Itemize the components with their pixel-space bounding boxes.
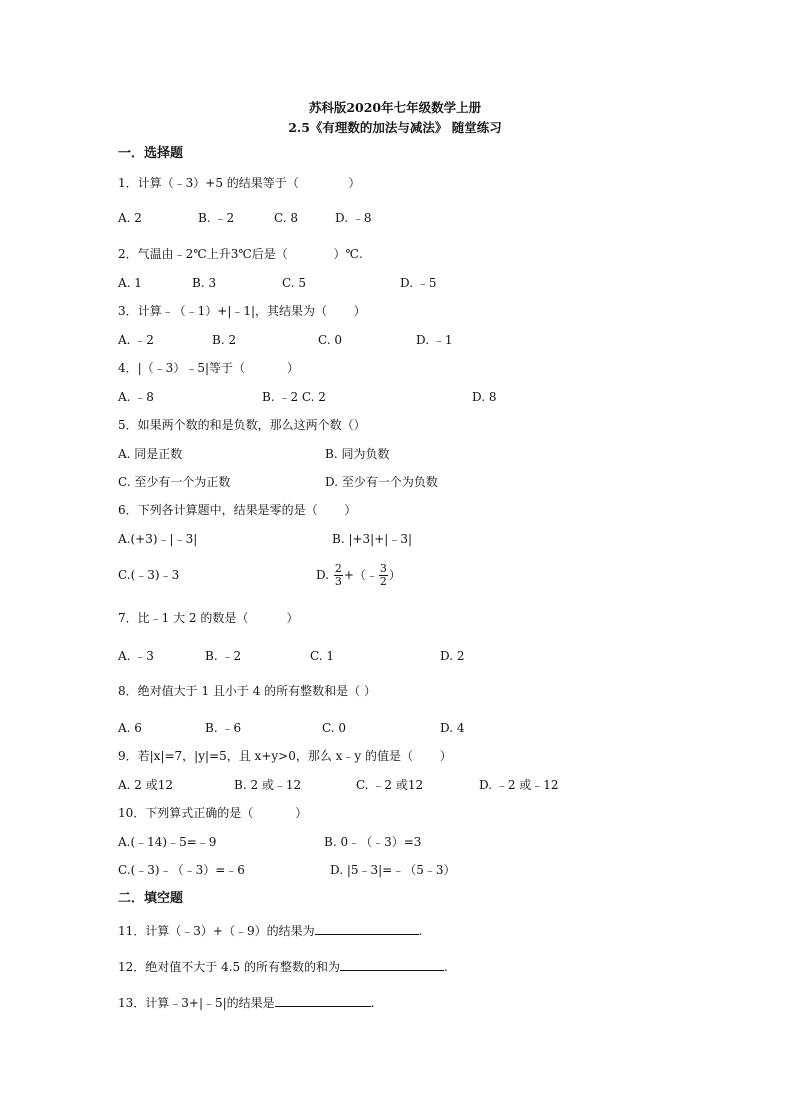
q3-option-a: A. ﹣2 bbox=[118, 333, 154, 347]
q6-option-b: B. |+3|+|﹣3| bbox=[332, 532, 412, 546]
q9-option-b: B. 2 或﹣12 bbox=[234, 778, 302, 792]
q13-text: 13．计算﹣3+|﹣5|的结果是 bbox=[118, 996, 275, 1010]
q11-text: 11．计算（﹣3）+（﹣9）的结果为 bbox=[118, 924, 315, 938]
q3-option-d: D. ﹣1 bbox=[416, 333, 453, 347]
answer-blank[interactable] bbox=[315, 922, 419, 935]
q1-option-c: C. 8 bbox=[274, 211, 299, 225]
q12-text: 12．绝对值不大于 4.5 的所有整数的和为 bbox=[118, 960, 340, 974]
q5-option-d: D. 至少有一个为负数 bbox=[325, 475, 438, 489]
q9-option-c: C. ﹣2 或12 bbox=[356, 778, 424, 792]
question-1: 1．计算（﹣3）+5 的结果等于（ ） bbox=[118, 176, 361, 190]
q6-option-a: A.(+3)﹣|﹣3| bbox=[118, 532, 198, 546]
question-6: 6．下列各计算题中，结果是零的是（ ） bbox=[118, 503, 357, 517]
q6-option-d-label: D. bbox=[316, 568, 330, 582]
q5-option-c: C. 至少有一个为正数 bbox=[118, 475, 231, 489]
fraction-3-2 bbox=[379, 563, 388, 588]
q3-option-c: C. 0 bbox=[318, 333, 343, 347]
q5-option-b: B. 同为负数 bbox=[325, 447, 390, 461]
q6-option-c: C.(﹣3)﹣3 bbox=[118, 568, 180, 582]
q8-option-a: A. 6 bbox=[118, 721, 142, 735]
q7-option-a: A. ﹣3 bbox=[118, 649, 154, 663]
q2-option-a: A. 1 bbox=[118, 276, 142, 290]
question-5: 5．如果两个数的和是负数，那么这两个数（） bbox=[118, 418, 366, 432]
answer-blank[interactable] bbox=[340, 958, 444, 971]
fraction-denominator: 3 bbox=[334, 575, 342, 588]
question-8: 8．绝对值大于 1 且小于 4 的所有整数和是（ ） bbox=[118, 684, 376, 698]
question-4: 4．|（﹣3）﹣5|等于（ ） bbox=[118, 361, 299, 375]
question-7: 7．比﹣1 大 2 的数是（ ） bbox=[118, 611, 299, 625]
q8-option-c: C. 0 bbox=[322, 721, 347, 735]
q6-option-d-close: ） bbox=[388, 568, 401, 582]
answer-blank[interactable] bbox=[275, 994, 371, 1007]
section-heading-choice: 一．选择题 bbox=[118, 146, 184, 161]
q10-option-d: D. |5﹣3|=﹣（5﹣3） bbox=[330, 863, 456, 877]
q2-option-b: B. 3 bbox=[192, 276, 217, 290]
q4-option-a: A. ﹣8 bbox=[118, 390, 154, 404]
q7-option-d: D. 2 bbox=[440, 649, 465, 663]
q8-option-d: D. 4 bbox=[440, 721, 465, 735]
q10-option-c: C.(﹣3)﹣（﹣3）=﹣6 bbox=[118, 863, 245, 877]
doc-title-line2: 2.5《有理数的加法与减法》 随堂练习 bbox=[288, 120, 502, 135]
q4-option-d: D. 8 bbox=[472, 390, 497, 404]
q4-option-bc: B. ﹣2 C. 2 bbox=[262, 390, 326, 404]
q3-option-b: B. 2 bbox=[212, 333, 237, 347]
q13-end: . bbox=[370, 996, 375, 1010]
question-12 bbox=[118, 958, 448, 975]
question-3: 3．计算﹣（﹣1）+|﹣1|，其结果为（ ） bbox=[118, 304, 366, 318]
q11-end: . bbox=[418, 924, 423, 938]
q1-option-b: B. ﹣2 bbox=[198, 211, 235, 225]
section-heading-fill: 二．填空题 bbox=[118, 891, 184, 906]
q10-option-b: B. 0﹣（﹣3）=3 bbox=[324, 835, 422, 849]
q1-option-a: A. 2 bbox=[118, 211, 142, 225]
q6-option-d bbox=[316, 558, 401, 592]
q10-option-a: A.(﹣14)﹣5=﹣9 bbox=[118, 835, 217, 849]
fraction-denominator: 2 bbox=[379, 575, 387, 588]
q9-option-d: D. ﹣2 或﹣12 bbox=[479, 778, 559, 792]
q12-end: . bbox=[443, 960, 448, 974]
question-2: 2．气温由﹣2℃上升3℃后是（ ）℃. bbox=[118, 247, 363, 261]
q6-option-d-operator: +（﹣ bbox=[343, 568, 378, 582]
q7-option-c: C. 1 bbox=[310, 649, 335, 663]
doc-title-line1: 苏科版2020年七年级数学上册 bbox=[308, 100, 482, 115]
q9-option-a: A. 2 或12 bbox=[118, 778, 174, 792]
q2-option-d: D. ﹣5 bbox=[400, 276, 437, 290]
q5-option-a: A. 同是正数 bbox=[118, 447, 183, 461]
fraction-numerator: 2 bbox=[334, 562, 342, 575]
q2-option-c: C. 5 bbox=[282, 276, 307, 290]
fraction-2-3 bbox=[334, 563, 343, 588]
question-13 bbox=[118, 994, 375, 1011]
fraction-numerator: 3 bbox=[379, 562, 387, 575]
q8-option-b: B. ﹣6 bbox=[205, 721, 242, 735]
question-9: 9．若|x|=7，|y|=5，且 x+y>0，那么 x﹣y 的值是（ ） bbox=[118, 749, 452, 763]
q1-option-d: D. ﹣8 bbox=[335, 211, 372, 225]
question-10: 10．下列算式正确的是（ ） bbox=[118, 806, 308, 820]
q7-option-b: B. ﹣2 bbox=[205, 649, 242, 663]
question-11 bbox=[118, 922, 422, 939]
